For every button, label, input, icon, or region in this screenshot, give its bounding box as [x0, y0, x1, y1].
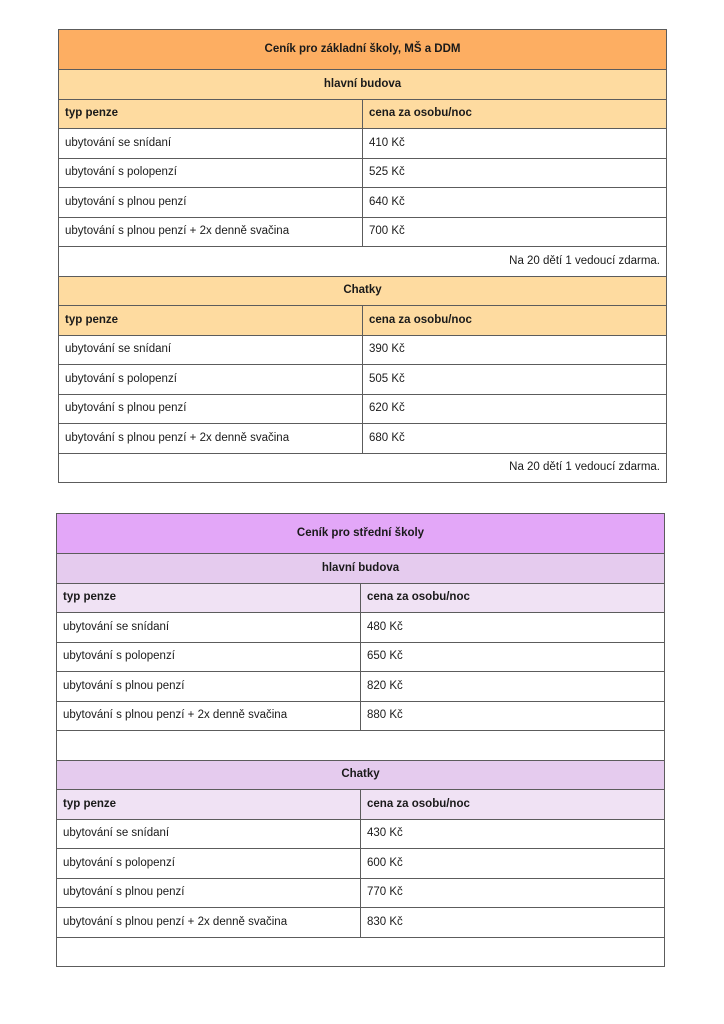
section-title-cabins: Chatky [57, 760, 665, 790]
price: 430 Kč [361, 819, 665, 849]
section-row [59, 276, 667, 306]
section-title-main-building: hlavní budova [57, 554, 665, 584]
table-row [57, 819, 665, 849]
price: 600 Kč [361, 849, 665, 879]
board-type: ubytování se snídaní [59, 129, 363, 159]
price: 650 Kč [361, 642, 665, 672]
board-type: ubytování se snídaní [57, 613, 361, 643]
column-header-type: typ penze [59, 99, 363, 129]
free-leader-note: Na 20 dětí 1 vedoucí zdarma. [59, 453, 667, 483]
board-type: ubytování s polopenzí [57, 849, 361, 879]
board-type: ubytování s plnou penzí + 2x denně svačina [59, 217, 363, 247]
column-header-type: typ penze [59, 306, 363, 336]
board-type: ubytování se snídaní [59, 335, 363, 365]
empty-note [57, 937, 665, 967]
table-row [57, 672, 665, 702]
price: 390 Kč [363, 335, 667, 365]
price: 770 Kč [361, 878, 665, 908]
table-row [59, 217, 667, 247]
price: 700 Kč [363, 217, 667, 247]
column-header-price: cena za osobu/noc [363, 99, 667, 129]
price: 620 Kč [363, 394, 667, 424]
board-type: ubytování s plnou penzí + 2x denně svačina [57, 701, 361, 731]
note-row [59, 247, 667, 277]
empty-note [57, 731, 665, 761]
column-header-row [59, 306, 667, 336]
table-row [57, 878, 665, 908]
board-type: ubytování s polopenzí [59, 158, 363, 188]
column-header-type: typ penze [57, 790, 361, 820]
price: 525 Kč [363, 158, 667, 188]
table-row [59, 188, 667, 218]
board-type: ubytování se snídaní [57, 819, 361, 849]
table-title: Ceník pro základní školy, MŠ a DDM [59, 30, 667, 70]
note-row [57, 937, 665, 967]
table-row [57, 701, 665, 731]
section-row [59, 70, 667, 100]
price-table-secondary-schools [56, 513, 665, 967]
table-title: Ceník pro střední školy [57, 514, 665, 554]
table-row [57, 613, 665, 643]
note-row [57, 731, 665, 761]
board-type: ubytování s plnou penzí [59, 394, 363, 424]
board-type: ubytování s plnou penzí [59, 188, 363, 218]
price: 880 Kč [361, 701, 665, 731]
section-title-cabins: Chatky [59, 276, 667, 306]
column-header-row [57, 790, 665, 820]
board-type: ubytování s plnou penzí [57, 878, 361, 908]
price: 680 Kč [363, 424, 667, 454]
section-row [57, 554, 665, 584]
price: 410 Kč [363, 129, 667, 159]
section-row [57, 760, 665, 790]
board-type: ubytování s plnou penzí [57, 672, 361, 702]
column-header-price: cena za osobu/noc [363, 306, 667, 336]
price: 505 Kč [363, 365, 667, 395]
price: 640 Kč [363, 188, 667, 218]
column-header-type: typ penze [57, 583, 361, 613]
board-type: ubytování s polopenzí [57, 642, 361, 672]
free-leader-note: Na 20 dětí 1 vedoucí zdarma. [59, 247, 667, 277]
board-type: ubytování s polopenzí [59, 365, 363, 395]
price: 830 Kč [361, 908, 665, 938]
board-type: ubytování s plnou penzí + 2x denně svačina [57, 908, 361, 938]
table-title-row [57, 514, 665, 554]
table-row [59, 394, 667, 424]
table-row [57, 908, 665, 938]
board-type: ubytování s plnou penzí + 2x denně svačina [59, 424, 363, 454]
table-row [59, 335, 667, 365]
table-row [59, 129, 667, 159]
table-row [59, 158, 667, 188]
column-header-row [59, 99, 667, 129]
table-row [57, 849, 665, 879]
price-table-primary-schools [58, 29, 667, 483]
price: 820 Kč [361, 672, 665, 702]
table-row [59, 365, 667, 395]
price: 480 Kč [361, 613, 665, 643]
table-title-row [59, 30, 667, 70]
section-title-main-building: hlavní budova [59, 70, 667, 100]
column-header-row [57, 583, 665, 613]
table-row [57, 642, 665, 672]
table-row [59, 424, 667, 454]
column-header-price: cena za osobu/noc [361, 583, 665, 613]
note-row [59, 453, 667, 483]
column-header-price: cena za osobu/noc [361, 790, 665, 820]
